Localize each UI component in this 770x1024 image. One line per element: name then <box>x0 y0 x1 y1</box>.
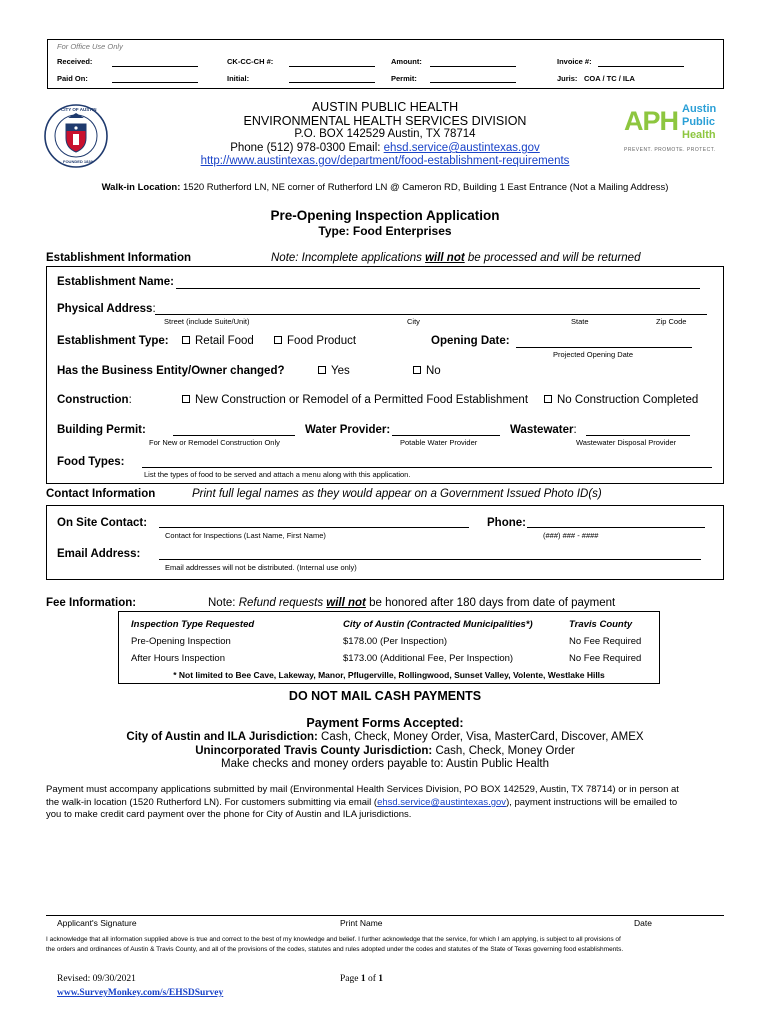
seal-text-bottom: FOUNDED 1839 <box>63 159 93 164</box>
aph-logo-health: Health <box>682 129 716 141</box>
page-prefix: Page <box>340 974 361 984</box>
contact-section-title: Contact Information <box>46 488 156 500</box>
walkin-text: 1520 Rutherford LN, NE corner of Rutherford LN @ Cameron RD, Building 1 East Entrance (Not a Mailing Address) <box>180 182 669 193</box>
aph-logo-letters: APH <box>624 106 679 136</box>
print-name-label: Print Name <box>340 918 383 928</box>
payment-paragraph-1: Payment must accompany applications submitted by mail (Environmental Health Services Division, PO BOX 142529, Austin, TX 78714) or in person at <box>46 784 679 795</box>
note-part-c: be processed and will be returned <box>464 252 641 264</box>
payable-line: Make checks and money orders payable to: Austin Public Health <box>221 758 549 770</box>
fee-row-type: After Hours Inspection <box>131 653 225 664</box>
construction-colon: : <box>128 394 132 406</box>
office-invoice-label: Invoice #: <box>557 57 592 66</box>
fee-footnote: * Not limited to Bee Cave, Lakeway, Manor, Pflugerville, Rollingwood, Sunset Valley, Volente, Westlake Hills <box>173 670 605 680</box>
establishment-name-label: Establishment Name: <box>57 276 174 288</box>
office-use-title: For Office Use Only <box>57 42 123 51</box>
building-permit-hint: For New or Remodel Construction Only <box>149 438 280 447</box>
construction-text: Construction <box>57 394 129 406</box>
page-of: of <box>365 974 379 984</box>
email-address-field[interactable] <box>159 559 701 560</box>
office-juris-label: Juris: <box>557 74 578 83</box>
food-types-field[interactable] <box>142 467 712 468</box>
establishment-name-field[interactable] <box>176 288 700 289</box>
no-label: No <box>426 365 441 377</box>
seal-text-top: CITY OF AUSTIN <box>61 107 97 112</box>
zip-hint: Zip Code <box>656 317 687 326</box>
physical-address-label <box>57 303 156 315</box>
walkin-location <box>0 182 770 193</box>
owner-changed-no[interactable] <box>413 365 441 377</box>
physical-address-text: Physical Address <box>57 303 153 315</box>
mailing-address: P.O. BOX 142529 Austin, TX 78714 <box>294 128 476 140</box>
wastewater-label <box>510 424 577 436</box>
office-amount-line[interactable] <box>430 66 516 67</box>
office-paid-line[interactable] <box>112 82 198 83</box>
fee-col-county: Travis County <box>569 619 633 630</box>
no-cash-notice: DO NOT MAIL CASH PAYMENTS <box>288 689 482 703</box>
form-subtitle: Type: Food Enterprises <box>318 224 452 238</box>
fee-row-county: No Fee Required <box>569 636 642 647</box>
aph-logo <box>624 102 728 158</box>
no-construction-checkbox[interactable] <box>544 395 552 403</box>
office-initial-label: Initial: <box>227 74 250 83</box>
office-received-line[interactable] <box>112 66 198 67</box>
construction-label <box>57 394 132 406</box>
note-part-a: Note: Incomplete applications <box>271 252 426 264</box>
date-label: Date <box>634 918 652 928</box>
office-permit-label: Permit: <box>391 74 417 83</box>
division-name: ENVIRONMENTAL HEALTH SERVICES DIVISION <box>243 114 527 128</box>
signature-line[interactable] <box>46 915 724 916</box>
fee-table <box>118 611 660 684</box>
org-name: AUSTIN PUBLIC HEALTH <box>311 100 459 114</box>
food-types-label: Food Types: <box>57 456 125 468</box>
page-current: 1 <box>360 974 366 984</box>
walkin-label: Walk-in Location: <box>101 182 181 193</box>
survey-link[interactable]: www.SurveyMonkey.com/s/EHSDSurvey <box>57 988 224 998</box>
page-total: 1 <box>378 974 384 984</box>
fee-note-b: Refund requests <box>238 597 327 609</box>
para2-email-link[interactable]: ehsd.service@austintexas.gov <box>377 797 507 808</box>
retail-food-label: Retail Food <box>195 335 254 347</box>
food-types-hint: List the types of food to be served and attach a menu along with this application. <box>144 470 411 479</box>
contact-note: Print full legal names as they would appear on a Government Issued Photo ID(s) <box>192 488 602 500</box>
food-product-checkbox[interactable] <box>274 336 282 344</box>
para2-b: ), payment instructions will be emailed to <box>506 797 678 808</box>
fee-row-city: $178.00 (Per Inspection) <box>343 636 448 647</box>
office-received-label: Received: <box>57 57 93 66</box>
retail-food-checkbox[interactable] <box>182 336 190 344</box>
applicant-signature-label: Applicant's Signature <box>57 918 137 928</box>
office-invoice-line[interactable] <box>598 66 684 67</box>
para2-a: the walk-in location (1520 Rutherford LN). For customers submitting via email ( <box>46 797 378 808</box>
acknowledgement-1: I acknowledge that all information supplied above is true and correct to the best of my knowledge and belief. I further acknowledge that the service, for which I am applying, is subject to all provisions of <box>46 936 621 943</box>
contact-phone-field[interactable] <box>527 527 705 528</box>
coa-text: Cash, Check, Money Order, Visa, MasterCard, Discover, AMEX <box>317 731 644 743</box>
office-initial-line[interactable] <box>289 82 375 83</box>
note-part-b: will not <box>425 252 465 264</box>
office-permit-line[interactable] <box>430 82 516 83</box>
header-email-link[interactable]: ehsd.service@austintexas.gov <box>383 142 540 154</box>
office-juris-value: COA / TC / ILA <box>584 74 635 83</box>
wastewater-text: Wastewater <box>510 424 574 436</box>
building-permit-field[interactable] <box>173 435 295 436</box>
contact-box <box>46 505 724 580</box>
fee-row-county: No Fee Required <box>569 653 642 664</box>
fee-info-label: Fee Information: <box>46 597 137 609</box>
no-checkbox[interactable] <box>413 366 421 374</box>
fee-note <box>208 597 615 609</box>
phone-email-prefix: Phone (512) 978-0300 Email: <box>230 142 384 154</box>
aph-logo-public: Public <box>682 116 716 128</box>
new-construction-option[interactable] <box>182 394 528 406</box>
establishment-note <box>271 252 640 264</box>
contact-phone-label: Phone: <box>487 517 526 529</box>
office-ck-label: CK-CC-CH #: <box>227 57 274 66</box>
yes-label: Yes <box>331 365 350 377</box>
page-number <box>340 974 383 984</box>
physical-address-field[interactable] <box>155 314 707 315</box>
opening-date-hint: Projected Opening Date <box>553 350 634 359</box>
coa-label: City of Austin and ILA Jurisdiction: <box>126 731 318 743</box>
fee-note-d: be honored after 180 days from date of payment <box>365 597 616 609</box>
payment-forms-title: Payment Forms Accepted: <box>306 716 464 730</box>
tc-label: Unincorporated Travis County Jurisdiction: <box>195 745 433 757</box>
opening-date-label: Opening Date: <box>431 335 510 347</box>
wastewater-colon: : <box>573 424 577 436</box>
food-product-option[interactable] <box>274 335 356 347</box>
payment-paragraph-3: you to make credit card payment over the phone for City of Austin and ILA jurisdictions. <box>46 809 412 820</box>
form-title: Pre-Opening Inspection Application <box>270 208 500 223</box>
new-construction-label: New Construction or Remodel of a Permitted Food Establishment <box>195 394 529 406</box>
no-construction-label: No Construction Completed <box>557 394 699 406</box>
physical-address-colon: : <box>152 303 156 315</box>
establishment-type-label: Establishment Type: <box>57 335 169 347</box>
building-permit-label: Building Permit: <box>57 424 146 436</box>
state-hint: State <box>571 317 589 326</box>
fee-col-type: Inspection Type Requested <box>131 619 255 630</box>
acknowledgement-2: the orders and ordinances of Austin & Travis County, and all of the provisions of the codes, statutes and rules adopted under the codes and statutes of the State of Texas governing food establishments. <box>46 946 624 953</box>
establishment-section-title: Establishment Information <box>46 252 192 264</box>
office-use-box <box>47 39 724 89</box>
fee-col-city: City of Austin (Contracted Municipalities*) <box>343 619 533 630</box>
onsite-contact-label: On Site Contact: <box>57 517 148 529</box>
tc-payment-line <box>0 745 770 757</box>
fee-note-c: will not <box>326 597 366 609</box>
water-provider-label: Water Provider: <box>305 424 391 436</box>
tc-text: Cash, Check, Money Order <box>432 745 575 757</box>
fee-note-a: Note: <box>208 597 239 609</box>
onsite-contact-field[interactable] <box>159 527 469 528</box>
aph-logo-austin: Austin <box>682 103 717 115</box>
office-amount-label: Amount: <box>391 57 422 66</box>
email-address-hint: Email addresses will not be distributed. (Internal use only) <box>165 563 357 572</box>
fee-row-city: $173.00 (Additional Fee, Per Inspection) <box>343 653 514 664</box>
owner-changed-yes[interactable] <box>318 365 350 377</box>
onsite-contact-hint: Contact for Inspections (Last Name, First Name) <box>165 531 326 540</box>
email-address-label: Email Address: <box>57 548 141 560</box>
fee-row-type: Pre-Opening Inspection <box>131 636 231 647</box>
water-provider-field[interactable] <box>392 435 500 436</box>
aph-logo-tagline: PREVENT. PROMOTE. PROTECT. <box>624 147 716 153</box>
no-construction-option[interactable] <box>544 394 698 406</box>
opening-date-field[interactable] <box>516 347 692 348</box>
header-url-link[interactable]: http://www.austintexas.gov/department/food-establishment-requirements <box>200 155 570 167</box>
payment-paragraph-2 <box>46 797 677 808</box>
office-ck-line[interactable] <box>289 66 375 67</box>
office-paid-label: Paid On: <box>57 74 88 83</box>
contact-phone-hint: (###) ### - #### <box>543 531 599 540</box>
wastewater-hint: Wastewater Disposal Provider <box>576 438 677 447</box>
coa-payment-line <box>0 731 770 743</box>
food-product-label: Food Product <box>287 335 357 347</box>
wastewater-field[interactable] <box>586 435 690 436</box>
water-provider-hint: Potable Water Provider <box>400 438 478 447</box>
new-construction-checkbox[interactable] <box>182 395 190 403</box>
yes-checkbox[interactable] <box>318 366 326 374</box>
revised-date: Revised: 09/30/2021 <box>57 974 136 984</box>
city-hint: City <box>407 317 420 326</box>
street-hint: Street (include Suite/Unit) <box>164 317 250 326</box>
retail-food-option[interactable] <box>182 335 254 347</box>
owner-changed-label: Has the Business Entity/Owner changed? <box>57 365 285 377</box>
